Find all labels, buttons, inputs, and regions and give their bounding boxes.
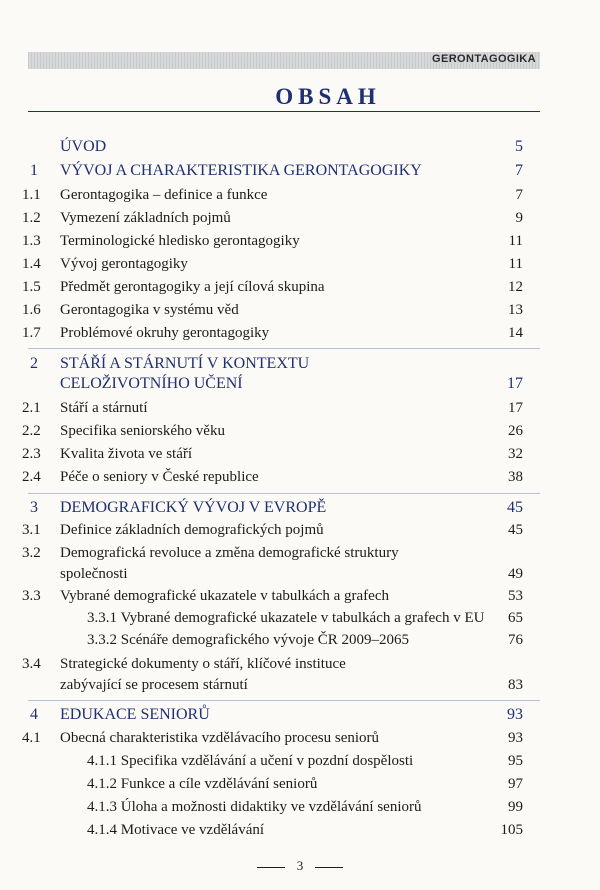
section-divider (28, 700, 540, 701)
toc-entry-text: ÚVOD (60, 138, 107, 155)
toc-entry-text: Vymezení základních pojmů (60, 210, 231, 226)
toc-entry-page: 49 (508, 566, 523, 582)
section-divider (28, 493, 540, 494)
toc-entry-page: 45 (507, 499, 523, 516)
toc-entry-number: 1.3 (22, 233, 41, 249)
toc-entry-page: 14 (508, 325, 523, 341)
toc-entry-number: 3.2 (22, 545, 41, 561)
toc-entry-text: Definice základních demografických pojmů (60, 522, 324, 538)
toc-chapter-2 (0, 353, 600, 375)
toc-entry-number: 4 (30, 706, 38, 723)
title-rule (28, 111, 540, 112)
toc-entry-text: 4.1.3 Úloha a možnosti didaktiky ve vzdělávání seniorů (87, 799, 422, 815)
toc-entry-3-3-2 (0, 629, 600, 651)
toc-entry-page: 11 (508, 233, 523, 249)
toc-entry-number: 1.5 (22, 279, 41, 295)
toc-entry-number: 1.2 (22, 210, 41, 226)
toc-entry-1-4 (0, 253, 600, 275)
toc-chapter-2-continued (0, 373, 600, 395)
toc-entry-text: Gerontagogika v systému věd (60, 302, 239, 318)
toc-entry-text: Předmět gerontagogiky a její cílová skupina (60, 279, 325, 295)
toc-entry-page: 97 (508, 776, 523, 792)
toc-entry-4-1-3 (0, 796, 600, 818)
toc-entry-page: 7 (515, 162, 523, 179)
toc-entry-number: 1 (30, 162, 38, 179)
toc-entry-number: 4.1 (22, 730, 41, 746)
toc-entry-text: Péče o seniory v České republice (60, 469, 259, 485)
toc-entry-text: STÁŘÍ A STÁRNUTÍ V KONTEXTU (60, 355, 310, 372)
toc-entry-text: VÝVOJ A CHARAKTERISTIKA GERONTAGOGIKY (60, 162, 422, 179)
toc-entry-text: 4.1.4 Motivace ve vzdělávání (87, 822, 265, 838)
toc-entry-1-2 (0, 207, 600, 229)
toc-entry-text: CELOŽIVOTNÍHO UČENÍ (60, 375, 243, 392)
toc-entry-text: EDUKACE SENIORŮ (60, 706, 210, 723)
toc-entry-page: 65 (508, 610, 523, 626)
toc-chapter-1 (0, 160, 600, 182)
toc-entry-page: 17 (507, 375, 523, 392)
toc-entry-text: Terminologické hledisko gerontagogiky (60, 233, 300, 249)
toc-entry-text: společnosti (60, 566, 128, 582)
toc-entry-page: 99 (508, 799, 523, 815)
toc-entry-2-2 (0, 420, 600, 442)
toc-entry-text: Vývoj gerontagogiky (60, 256, 188, 272)
toc-entry-number: 2.3 (22, 446, 41, 462)
running-header (28, 52, 540, 69)
toc-entry-text: Obecná charakteristika vzdělávacího procesu seniorů (60, 730, 380, 746)
footer-rule-left (257, 867, 285, 868)
toc-entry-page: 13 (508, 302, 523, 318)
toc-entry-number: 1.1 (22, 187, 41, 203)
toc-entry-number: 1.6 (22, 302, 41, 318)
toc-entry-number: 3 (30, 499, 38, 516)
toc-chapter-4 (0, 704, 600, 726)
toc-entry-page: 38 (508, 469, 523, 485)
toc-entry-2-1 (0, 397, 600, 419)
toc-entry-text: zabývající se procesem stárnutí (60, 677, 248, 693)
toc-entry-page: 12 (508, 279, 523, 295)
toc-entry-page: 45 (508, 522, 523, 538)
toc-entry-1-3 (0, 230, 600, 252)
toc-entry-number: 3.3 (22, 588, 41, 604)
toc-entry-4-1-4 (0, 819, 600, 841)
toc-entry-text: 4.1.1 Specifika vzdělávání a učení v pozdní dospělosti (87, 753, 414, 769)
page-title: OBSAH (275, 84, 381, 109)
toc-entry-intro (0, 136, 600, 158)
section-divider (28, 348, 540, 349)
toc-entry-page: 17 (508, 400, 523, 416)
toc-entry-2-4 (0, 466, 600, 488)
toc-entry-number: 2.2 (22, 423, 41, 439)
footer-rule-right (315, 867, 343, 868)
toc-entry-4-1 (0, 727, 600, 749)
toc-entry-page: 9 (515, 210, 523, 226)
toc-entry-page: 7 (515, 187, 523, 203)
toc-entry-3-1 (0, 519, 600, 541)
toc-entry-number: 2 (30, 355, 38, 372)
toc-entry-page: 105 (500, 822, 523, 838)
toc-entry-page: 26 (508, 423, 523, 439)
toc-entry-page: 95 (508, 753, 523, 769)
toc-entry-text: 3.3.2 Scénáře demografického vývoje ČR 2009–2065 (87, 632, 410, 648)
toc-entry-2-3 (0, 443, 600, 465)
toc-entry-number: 2.4 (22, 469, 41, 485)
toc-entry-4-1-1 (0, 750, 600, 772)
toc-entry-text: Problémové okruhy gerontagogiky (60, 325, 270, 341)
page-footer (0, 858, 600, 874)
running-header-label: GERONTAGOGIKA (432, 53, 536, 65)
toc-entry-number: 1.7 (22, 325, 41, 341)
toc-entry-1-5 (0, 276, 600, 298)
toc-entry-number: 3.1 (22, 522, 41, 538)
toc-entry-text: DEMOGRAFICKÝ VÝVOJ V EVROPĚ (60, 499, 327, 516)
toc-entry-page: 76 (508, 632, 523, 648)
toc-entry-3-2-continued (0, 563, 600, 585)
toc-entry-text: Gerontagogika – definice a funkce (60, 187, 268, 203)
toc-entry-3-2 (0, 542, 600, 564)
toc-entry-page: 83 (508, 677, 523, 693)
toc-entry-3-3-1 (0, 607, 600, 629)
toc-entry-number: 3.4 (22, 656, 41, 672)
toc-entry-text: Vybrané demografické ukazatele v tabulkách a grafech (60, 588, 389, 604)
toc-entry-3-4-continued (0, 674, 600, 696)
page-number: 3 (296, 858, 304, 873)
toc-entry-text: Stáří a stárnutí (60, 400, 148, 416)
toc-entry-1-1 (0, 184, 600, 206)
toc-entry-text: 4.1.2 Funkce a cíle vzdělávání seniorů (87, 776, 318, 792)
toc-entry-page: 93 (507, 706, 523, 723)
toc-entry-1-7 (0, 322, 600, 344)
toc-entry-1-6 (0, 299, 600, 321)
toc-entry-page: 32 (508, 446, 523, 462)
toc-entry-text: Strategické dokumenty o stáří, klíčové instituce (60, 656, 346, 672)
toc-entry-text: Specifika seniorského věku (60, 423, 225, 439)
toc-entry-text: 3.3.1 Vybrané demografické ukazatele v tabulkách a grafech v EU (87, 610, 485, 626)
toc-entry-text: Demografická revoluce a změna demografické struktury (60, 545, 399, 561)
toc-entry-3-3 (0, 585, 600, 607)
toc-entry-4-1-2 (0, 773, 600, 795)
toc-entry-page: 53 (508, 588, 523, 604)
toc-entry-number: 2.1 (22, 400, 41, 416)
toc-entry-page: 5 (515, 138, 523, 155)
toc-entry-page: 93 (508, 730, 523, 746)
toc-entry-number: 1.4 (22, 256, 41, 272)
toc-entry-page: 11 (508, 256, 523, 272)
toc-chapter-3 (0, 497, 600, 519)
toc-entry-text: Kvalita života ve stáří (60, 446, 193, 462)
toc-entry-3-4 (0, 653, 600, 675)
